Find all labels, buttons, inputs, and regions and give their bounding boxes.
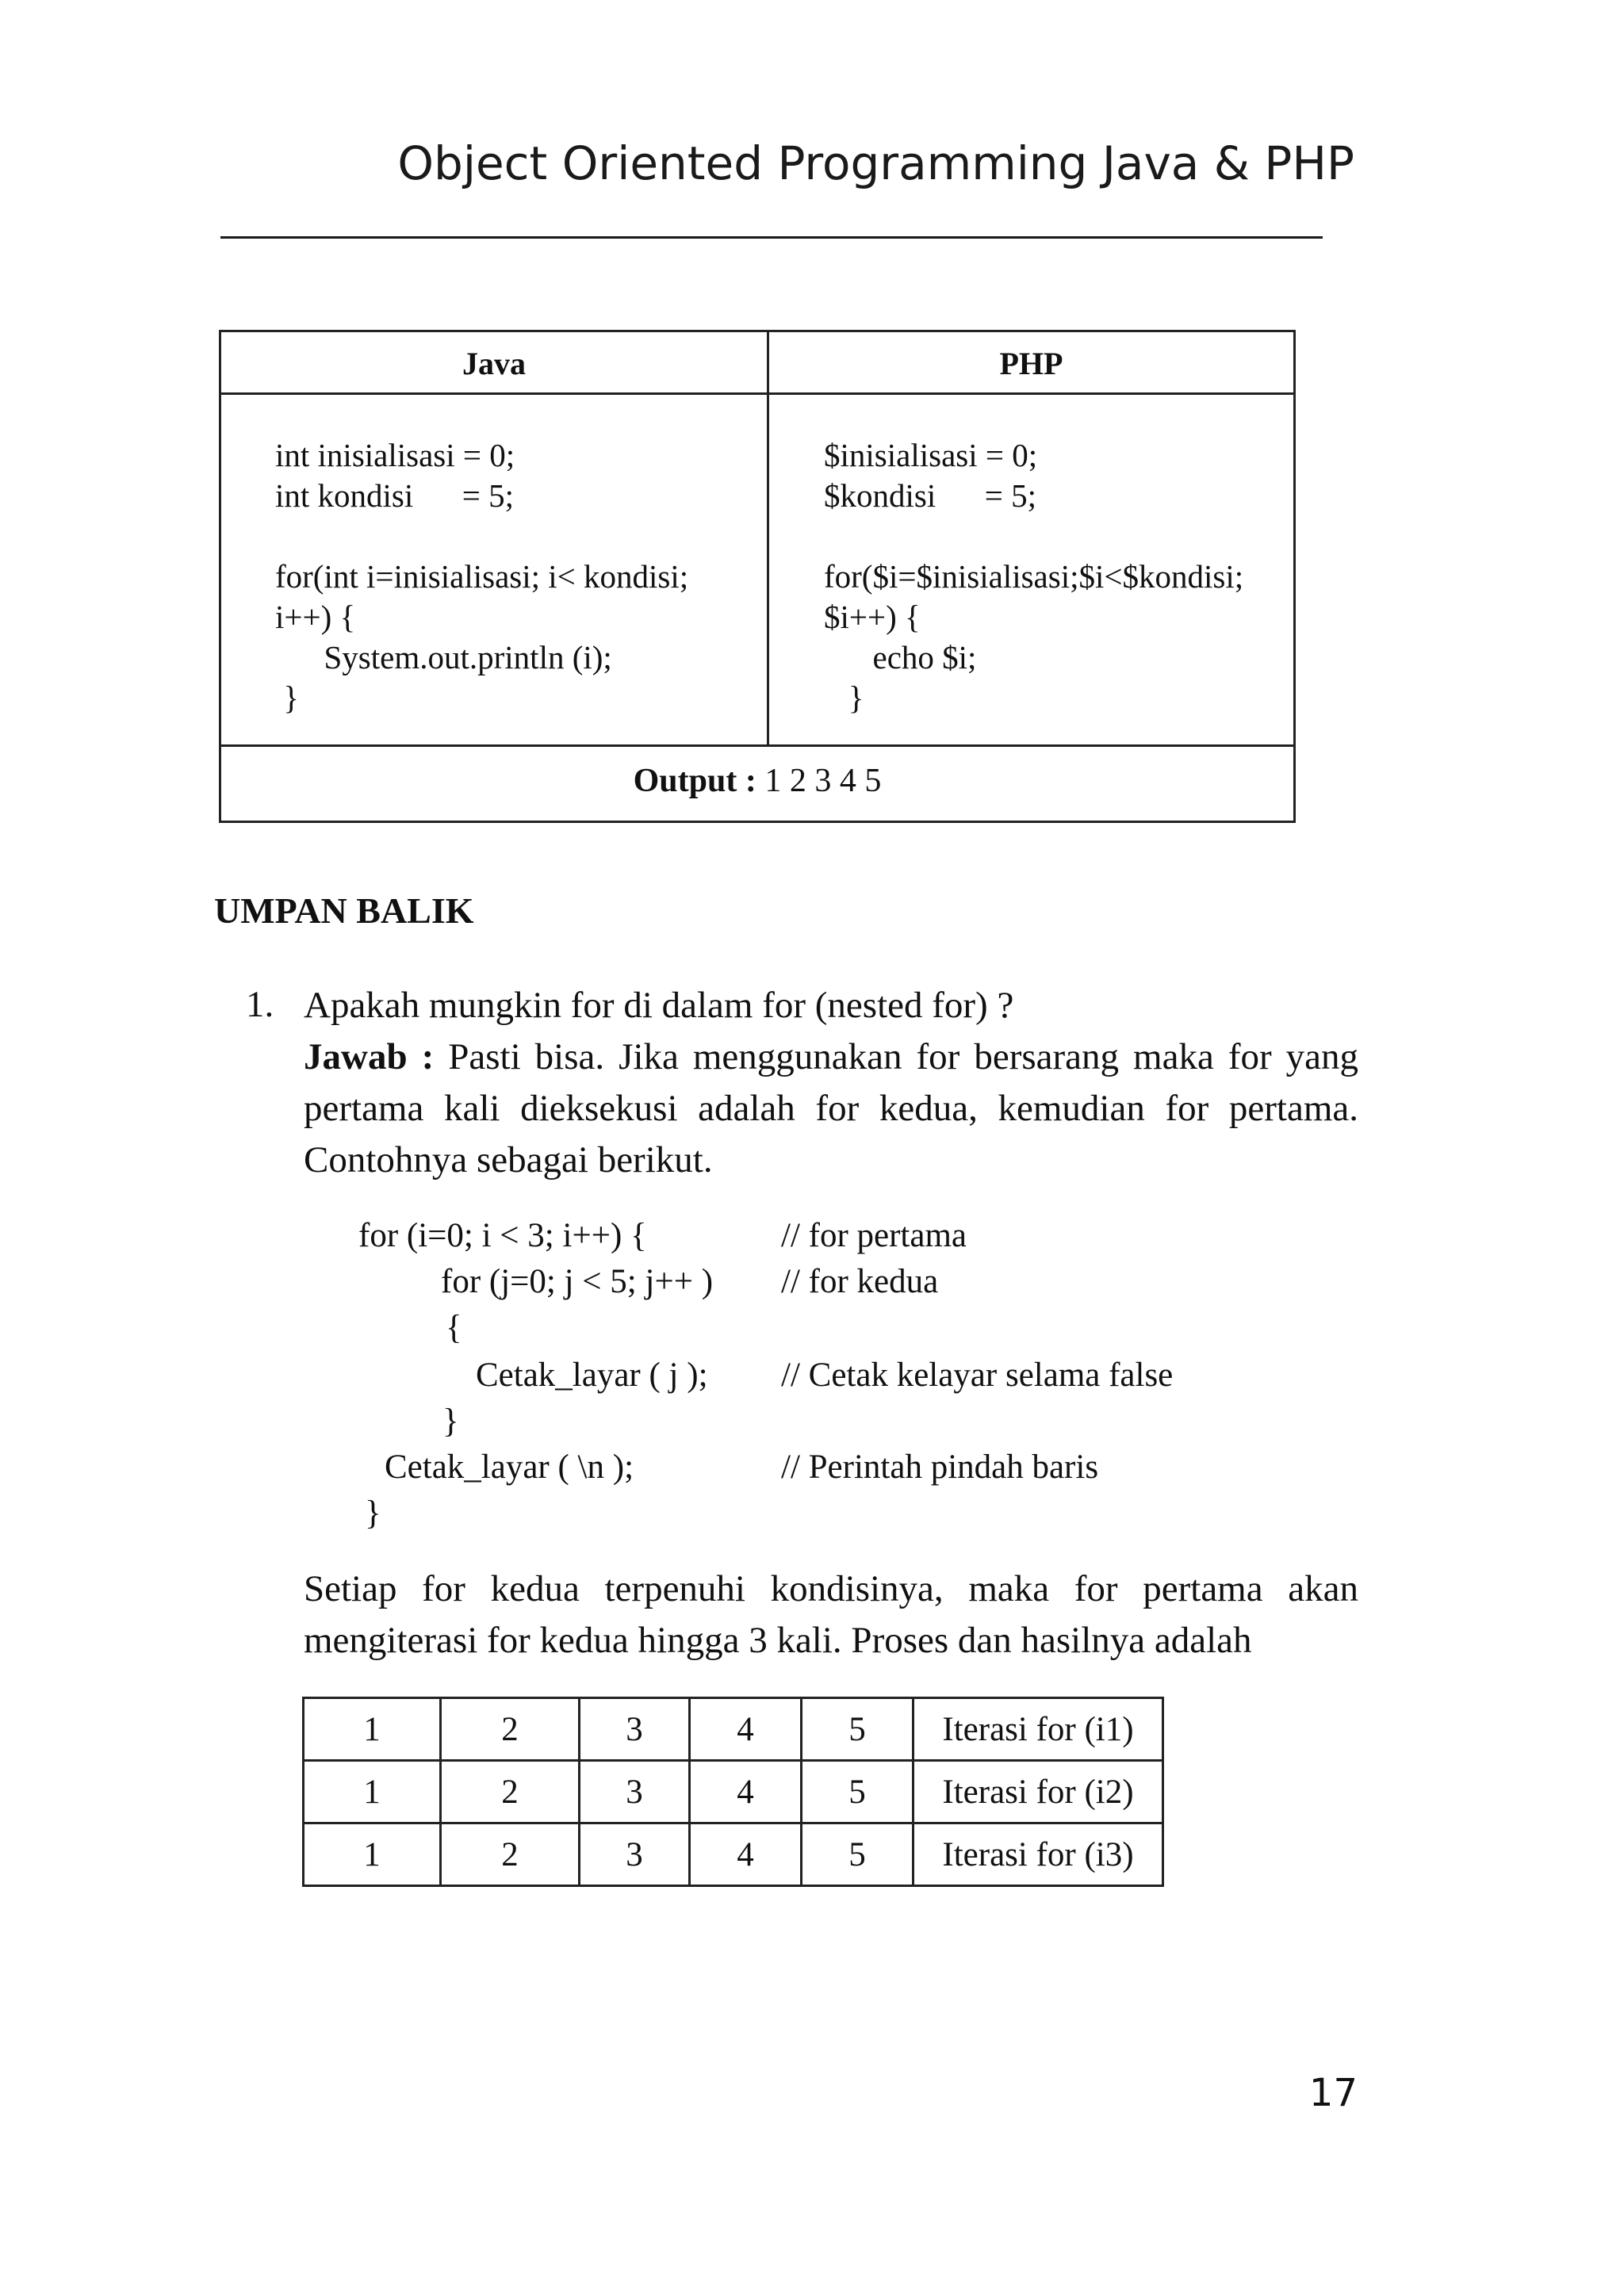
output-row xyxy=(221,762,1293,800)
code-line-1: for (i=0; i < 3; i++) { xyxy=(358,1217,647,1254)
table-cell: 2 xyxy=(441,1698,580,1761)
code-comment-2: // for kedua xyxy=(781,1263,939,1300)
running-header-title: Object Oriented Programming Java & PHP xyxy=(397,136,1354,190)
table-row xyxy=(304,1698,1163,1761)
header-divider xyxy=(220,236,1323,239)
answer-label: Jawab : xyxy=(304,1036,435,1077)
php-code-block: $inisialisasi = 0; $kondisi = 5; for($i=$inisialisasi;$i<$kondisi; $i++) { echo $i; } xyxy=(824,437,1244,716)
table-cell: 5 xyxy=(802,1698,914,1761)
question-number: 1. xyxy=(246,984,274,1025)
table-cell: 2 xyxy=(441,1761,580,1823)
code-comment-6: // Perintah pindah baris xyxy=(781,1448,1099,1486)
output-value: 1 2 3 4 5 xyxy=(756,763,882,799)
php-column-header: PHP xyxy=(999,346,1063,381)
answer-text: Pasti bisa. Jika menggunakan for bersarang maka for yang pertama kali dieksekusi adalah for kedua, kemudian for pertama. Contohnya sebagai berikut. xyxy=(304,1036,1359,1181)
table-cell: 3 xyxy=(580,1698,690,1761)
table-cell: 2 xyxy=(441,1823,580,1886)
answer-paragraph xyxy=(304,1031,1358,1186)
table-cell: Iterasi for (i3) xyxy=(914,1823,1163,1886)
table-cell: 4 xyxy=(690,1698,802,1761)
iteration-table xyxy=(302,1697,1164,1887)
output-label: Output : xyxy=(633,763,756,799)
table-header-divider xyxy=(221,392,1293,395)
table-cell: Iterasi for (i1) xyxy=(914,1698,1163,1761)
code-line-4: Cetak_layar ( j ); xyxy=(476,1357,708,1394)
code-line-3: { xyxy=(446,1309,462,1346)
question-text: Apakah mungkin for di dalam for (nested for) ? xyxy=(304,985,1014,1026)
table-cell: 3 xyxy=(580,1761,690,1823)
code-comment-4: // Cetak kelayar selama false xyxy=(781,1357,1174,1394)
table-cell: 3 xyxy=(580,1823,690,1886)
table-cell: Iterasi for (i2) xyxy=(914,1761,1163,1823)
table-cell: 1 xyxy=(304,1823,441,1886)
code-line-6: Cetak_layar ( \n ); xyxy=(385,1448,634,1486)
table-cell: 5 xyxy=(802,1761,914,1823)
table-cell: 4 xyxy=(690,1823,802,1886)
code-line-7: } xyxy=(365,1494,381,1532)
code-comment-1: // for pertama xyxy=(781,1217,967,1254)
table-cell: 4 xyxy=(690,1761,802,1823)
table-row xyxy=(304,1761,1163,1823)
code-line-5: } xyxy=(442,1402,459,1440)
table-cell: 5 xyxy=(802,1823,914,1886)
page-number: 17 xyxy=(1308,2071,1358,2115)
section-title: UMPAN BALIK xyxy=(214,890,474,931)
java-column-header: Java xyxy=(462,346,526,381)
table-cell: 1 xyxy=(304,1761,441,1823)
java-code-block: int inisialisasi = 0; int kondisi = 5; for(int i=inisialisasi; i< kondisi; i++) { System.out.println (i); } xyxy=(275,437,689,716)
table-cell: 1 xyxy=(304,1698,441,1761)
comparison-table xyxy=(219,330,1296,823)
closing-paragraph: Setiap for kedua terpenuhi kondisinya, maka for pertama akan mengiterasi for kedua hingga 3 kali. Proses dan hasilnya adalah xyxy=(304,1568,1358,1661)
table-row xyxy=(304,1823,1163,1886)
table-output-divider xyxy=(221,744,1293,747)
code-line-2: for (j=0; j < 5; j++ ) xyxy=(441,1263,714,1300)
